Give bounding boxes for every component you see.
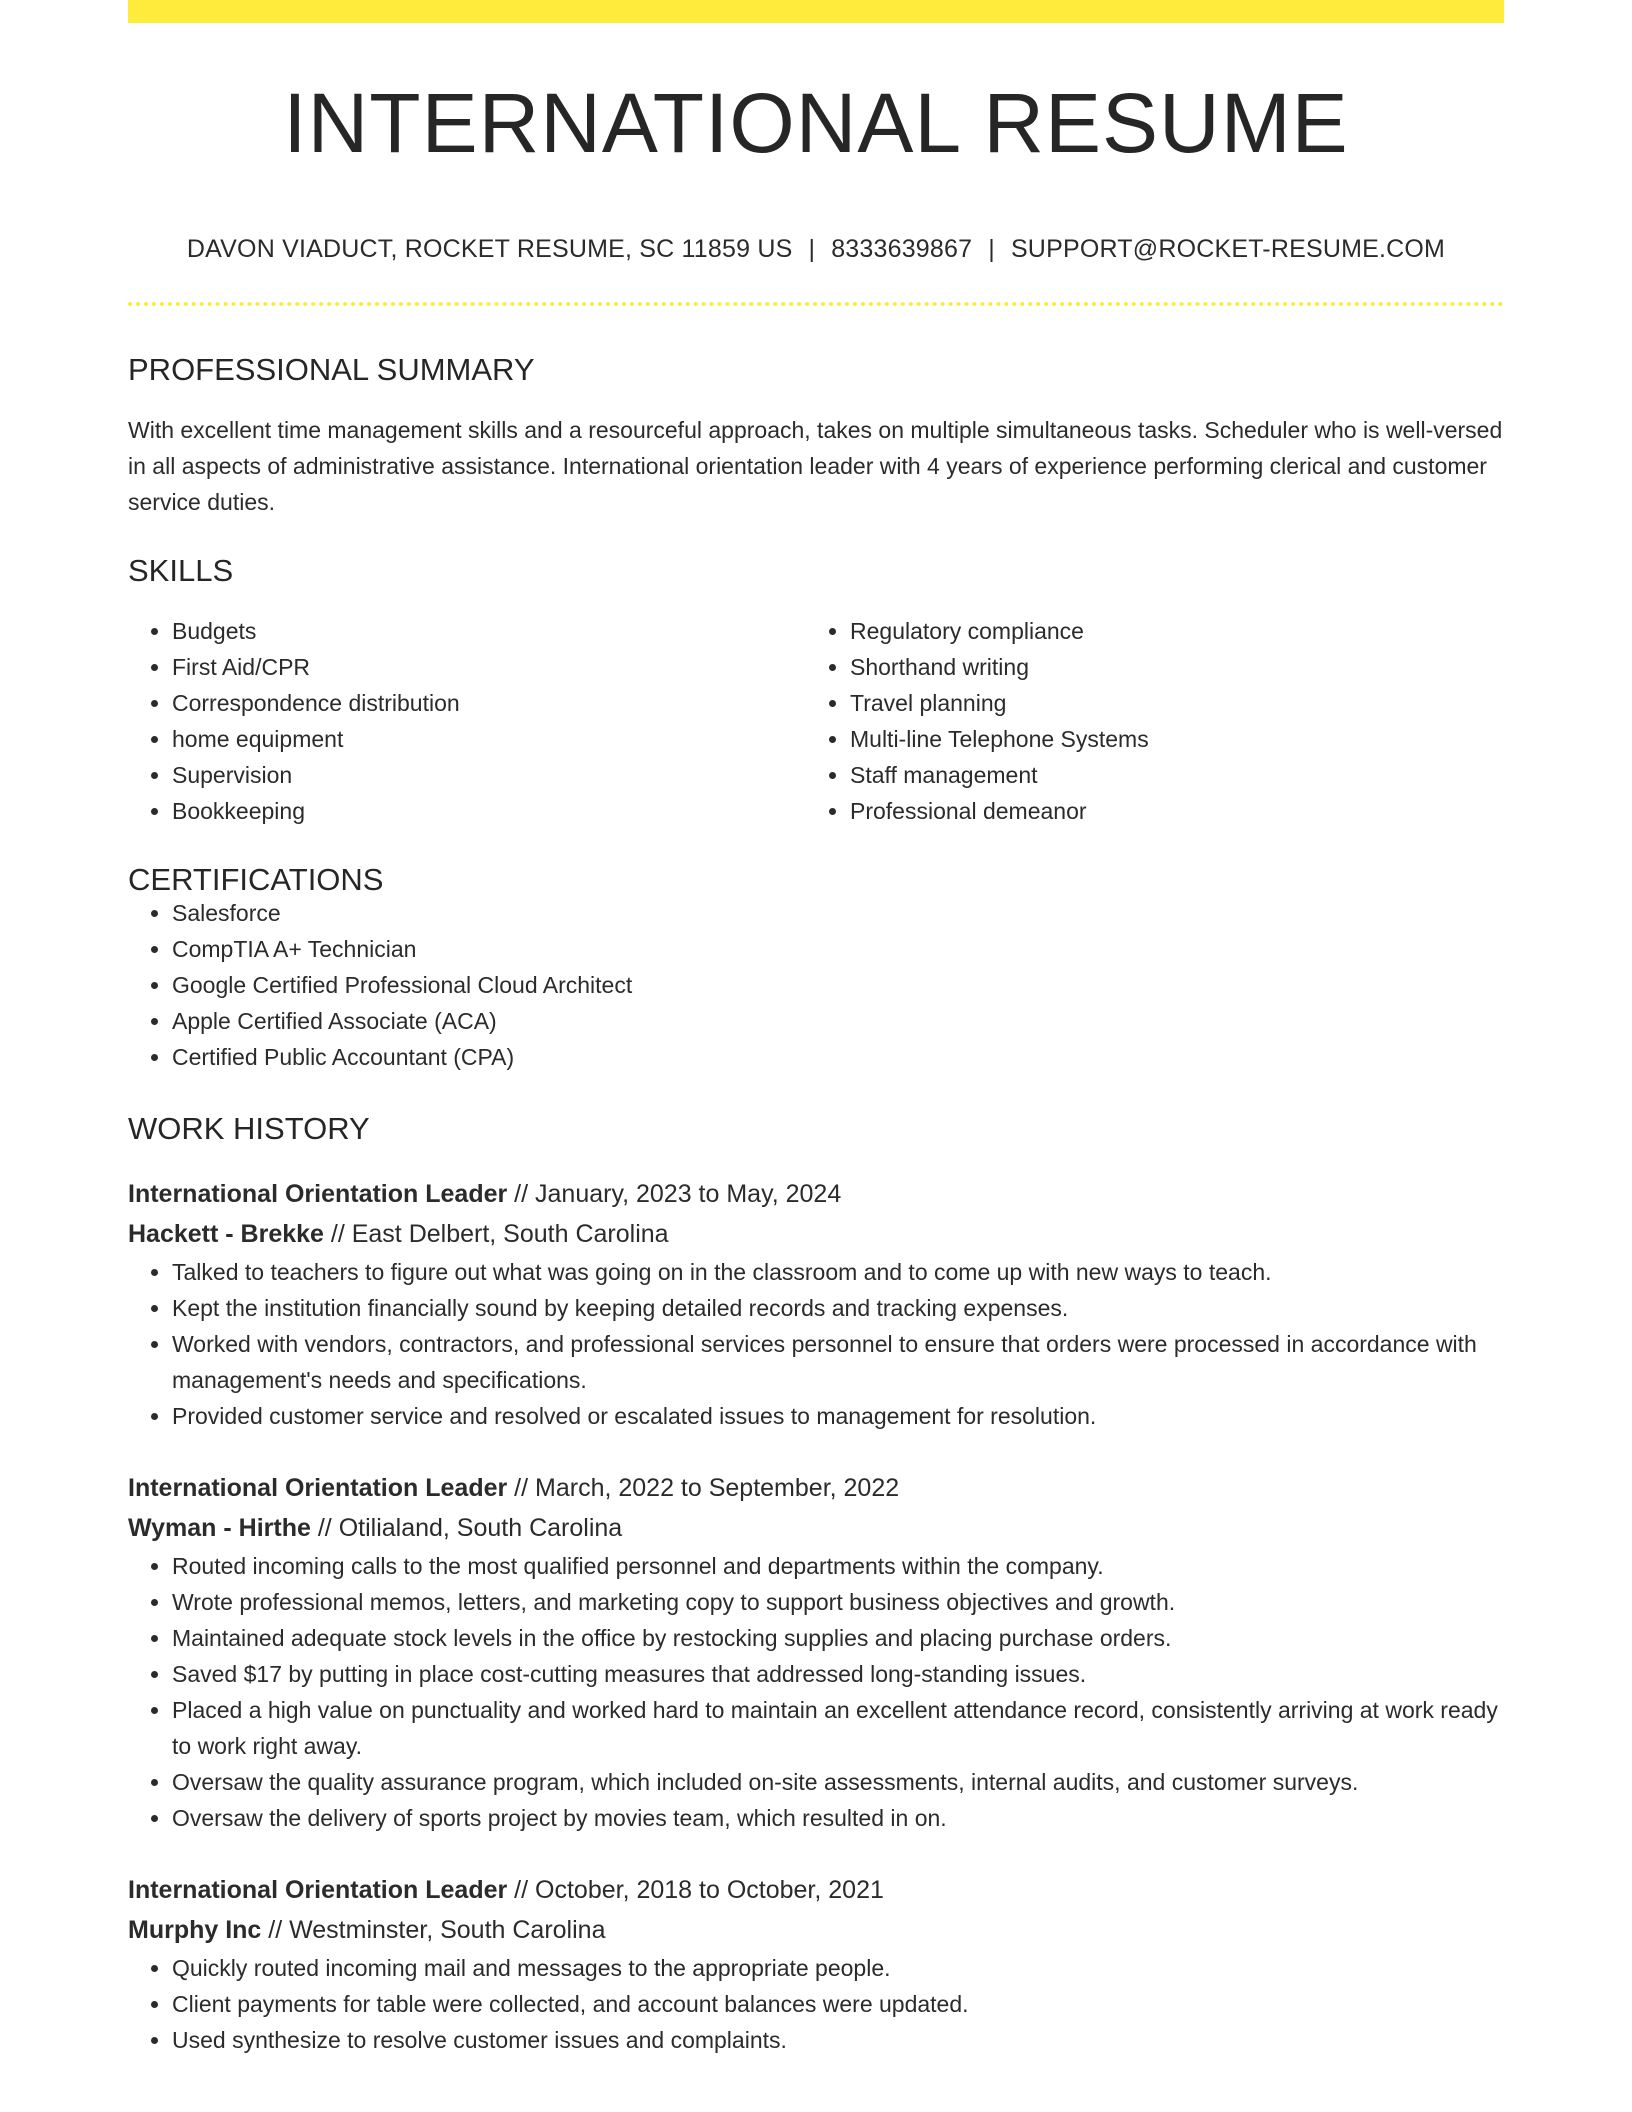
skills-grid bbox=[128, 613, 1504, 829]
skill-item: • Supervision bbox=[172, 757, 806, 793]
job-role-line bbox=[128, 1468, 1504, 1508]
skill-item: • Professional demeanor bbox=[850, 793, 1484, 829]
job-company-line bbox=[128, 1508, 1504, 1548]
accent-bar bbox=[128, 0, 1504, 23]
contact-line bbox=[128, 235, 1504, 264]
job-dates: // March, 2022 to September, 2022 bbox=[507, 1474, 900, 1502]
skill-item: • Regulatory compliance bbox=[850, 613, 1484, 649]
job-duty: • Talked to teachers to figure out what was going on in the classroom and to come up with new ways to teach. bbox=[172, 1254, 1504, 1290]
job-duty: • Maintained adequate stock levels in the office by restocking supplies and placing purchase orders. bbox=[172, 1620, 1504, 1656]
skill-item: • Correspondence distribution bbox=[172, 685, 806, 721]
skill-item: • First Aid/CPR bbox=[172, 649, 806, 685]
work-history-heading: WORK HISTORY bbox=[128, 1111, 370, 1146]
summary-heading: PROFESSIONAL SUMMARY bbox=[128, 352, 535, 387]
resume-page bbox=[128, 0, 1504, 2058]
skill-item: • Shorthand writing bbox=[850, 649, 1484, 685]
job-role: International Orientation Leader bbox=[128, 1876, 508, 1904]
address: DAVON VIADUCT, ROCKET RESUME, SC 11859 US bbox=[186, 235, 793, 263]
email: SUPPORT@ROCKET-RESUME.COM bbox=[1010, 235, 1446, 263]
job-duty: • Oversaw the quality assurance program, which included on-site assessments, internal audits, and customer surveys. bbox=[172, 1764, 1504, 1800]
resume-title: INTERNATIONAL RESUME bbox=[283, 76, 1349, 170]
certifications-list bbox=[128, 895, 1504, 1075]
job-location: // East Delbert, South Carolina bbox=[323, 1220, 669, 1248]
job-entry bbox=[128, 1468, 1504, 1836]
job-duties-list bbox=[128, 1548, 1504, 1836]
certification-item: • Google Certified Professional Cloud Architect bbox=[172, 967, 1504, 1003]
job-duty: • Kept the institution financially sound by keeping detailed records and tracking expenses. bbox=[172, 1290, 1504, 1326]
skills-column-left bbox=[128, 613, 806, 829]
job-duty: • Provided customer service and resolved or escalated issues to management for resolution. bbox=[172, 1398, 1504, 1434]
job-duty: • Saved $17 by putting in place cost-cutting measures that addressed long-standing issues. bbox=[172, 1656, 1504, 1692]
job-company-line bbox=[128, 1910, 1504, 1950]
skills-heading: SKILLS bbox=[128, 553, 234, 588]
certifications-heading: CERTIFICATIONS bbox=[128, 862, 384, 897]
skill-item: • Budgets bbox=[172, 613, 806, 649]
job-company: Hackett - Brekke bbox=[128, 1220, 324, 1248]
job-duty: • Routed incoming calls to the most qualified personnel and departments within the company. bbox=[172, 1548, 1504, 1584]
job-location: // Westminster, South Carolina bbox=[261, 1916, 606, 1944]
job-dates: // January, 2023 to May, 2024 bbox=[507, 1180, 842, 1208]
job-duty: • Worked with vendors, contractors, and professional services personnel to ensure that orders were processed in accordance with management's needs and specifications. bbox=[172, 1326, 1504, 1398]
job-company: Wyman - Hirthe bbox=[128, 1514, 311, 1542]
job-company: Murphy Inc bbox=[128, 1916, 262, 1944]
job-duty: • Client payments for table were collected, and account balances were updated. bbox=[172, 1986, 1504, 2022]
skills-column-right bbox=[806, 613, 1484, 829]
skill-item: • Travel planning bbox=[850, 685, 1484, 721]
job-duty: • Used synthesize to resolve customer issues and complaints. bbox=[172, 2022, 1504, 2058]
contact-separator: | bbox=[988, 235, 995, 263]
phone: 8333639867 bbox=[831, 235, 973, 263]
job-entry bbox=[128, 1870, 1504, 2058]
job-role: International Orientation Leader bbox=[128, 1180, 508, 1208]
certification-item: • Certified Public Accountant (CPA) bbox=[172, 1039, 1504, 1075]
job-duties-list bbox=[128, 1254, 1504, 1434]
summary-text: With excellent time management skills and a resourceful approach, takes on multiple simultaneous tasks. Scheduler who is well-versed in all aspects of administrative assistance. International orientation leader with 4 years of experience performing clerical and customer service duties. bbox=[128, 417, 1503, 515]
job-role-line bbox=[128, 1174, 1504, 1214]
job-duties-list bbox=[128, 1950, 1504, 2058]
skills-list-left bbox=[128, 613, 806, 829]
job-duty: • Quickly routed incoming mail and messages to the appropriate people. bbox=[172, 1950, 1504, 1986]
job-duty: • Oversaw the delivery of sports project by movies team, which resulted in on. bbox=[172, 1800, 1504, 1836]
certification-item: • CompTIA A+ Technician bbox=[172, 931, 1504, 967]
job-dates: // October, 2018 to October, 2021 bbox=[507, 1876, 884, 1904]
certification-item: • Apple Certified Associate (ACA) bbox=[172, 1003, 1504, 1039]
skills-list-right bbox=[806, 613, 1484, 829]
job-role-line bbox=[128, 1870, 1504, 1910]
skill-item: • home equipment bbox=[172, 721, 806, 757]
job-entry bbox=[128, 1174, 1504, 1434]
skill-item: • Staff management bbox=[850, 757, 1484, 793]
certification-item: • Salesforce bbox=[172, 895, 1504, 931]
job-duty: • Wrote professional memos, letters, and marketing copy to support business objectives and growth. bbox=[172, 1584, 1504, 1620]
contact-separator: | bbox=[808, 235, 816, 263]
skill-item: • Bookkeeping bbox=[172, 793, 806, 829]
job-duty: • Placed a high value on punctuality and worked hard to maintain an excellent attendance record, consistently arriving at work ready to work right away. bbox=[172, 1692, 1504, 1764]
job-company-line bbox=[128, 1214, 1504, 1254]
dotted-divider bbox=[128, 302, 1504, 306]
job-role: International Orientation Leader bbox=[128, 1474, 508, 1502]
job-location: // Otilialand, South Carolina bbox=[310, 1514, 623, 1542]
skill-item: • Multi-line Telephone Systems bbox=[850, 721, 1484, 757]
